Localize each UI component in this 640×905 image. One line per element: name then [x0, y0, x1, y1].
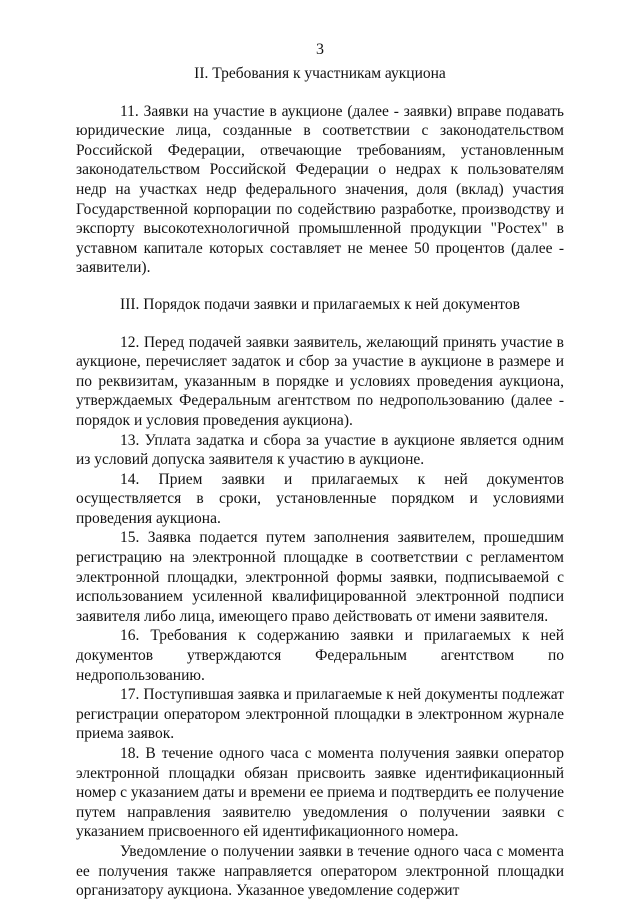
paragraph-notification: Уведомление о получении заявки в течение одного часа с момента ее получения также направляется оператором электронной площадки организатору аукциона. Указанное уведомление содержит [76, 842, 564, 900]
paragraph-15: 15. Заявка подается путем заполнения заявителем, прошедшим регистрацию на электронной площадке в соответствии с регламентом электронной площадки, электронной формы заявки, подписываемой с использованием усиленной квалифицированной электронной подписи заявителя либо лица, имеющего право действовать от имени заявителя. [76, 529, 564, 625]
paragraph-13: 13. Уплата задатка и сбора за участие в аукционе является одним из условий допуска заявителя к участию в аукционе. [76, 431, 564, 469]
paragraph-16: 16. Требования к содержанию заявки и прилагаемых к ней документов утверждаются Федеральным агентством по недропользованию. [76, 627, 564, 684]
document-body [76, 62, 564, 901]
paragraph-12: 12. Перед подачей заявки заявитель, желающий принять участие в аукционе, перечисляет задаток и сбор за участие в аукционе в размере и по реквизитам, указанным в порядке и условиях проведения аукциона, утверждаемых Федеральным агентством по недропользованию (далее - порядок и условия проведения аукциона). [76, 333, 564, 429]
section-heading-requirements: II. Требования к участникам аукциона [194, 65, 446, 82]
paragraph-18: 18. В течение одного часа с момента получения заявки оператор электронной площадки обязан присвоить заявке идентификационный номер с указанием даты и времени ее приема и подтвердить ее получение путем направления заявителю уведомления о получении заявки с указанием присвоенного ей идентификационного номера. [76, 745, 564, 841]
section-heading-application-procedure: III. Порядок подачи заявки и прилагаемых к ней документов [120, 295, 520, 313]
paragraph-14: 14. Прием заявки и прилагаемых к ней документов осуществляется в сроки, установленные порядком и условиями проведения аукциона. [76, 470, 564, 527]
page-number: 3 [316, 41, 324, 58]
paragraph-11: 11. Заявки на участие в аукционе (далее - заявки) вправе подавать юридические лица, созданные в соответствии с законодательством Российской Федерации, отвечающие требованиям, установленным законодательством Российской Федерации о недрах к пользователям недр на участках недр федерального значения, доля (вклад) участия Государственной корпорации по содействию разработке, производству и экспорту высокотехнологичной промышленной продукции "Ростех" в уставном капитале которых составляет не менее 50 процентов (далее - заявители). [76, 102, 564, 277]
paragraph-17: 17. Поступившая заявка и прилагаемые к ней документы подлежат регистрации оператором электронной площадки в электронном журнале приема заявок. [76, 686, 564, 743]
